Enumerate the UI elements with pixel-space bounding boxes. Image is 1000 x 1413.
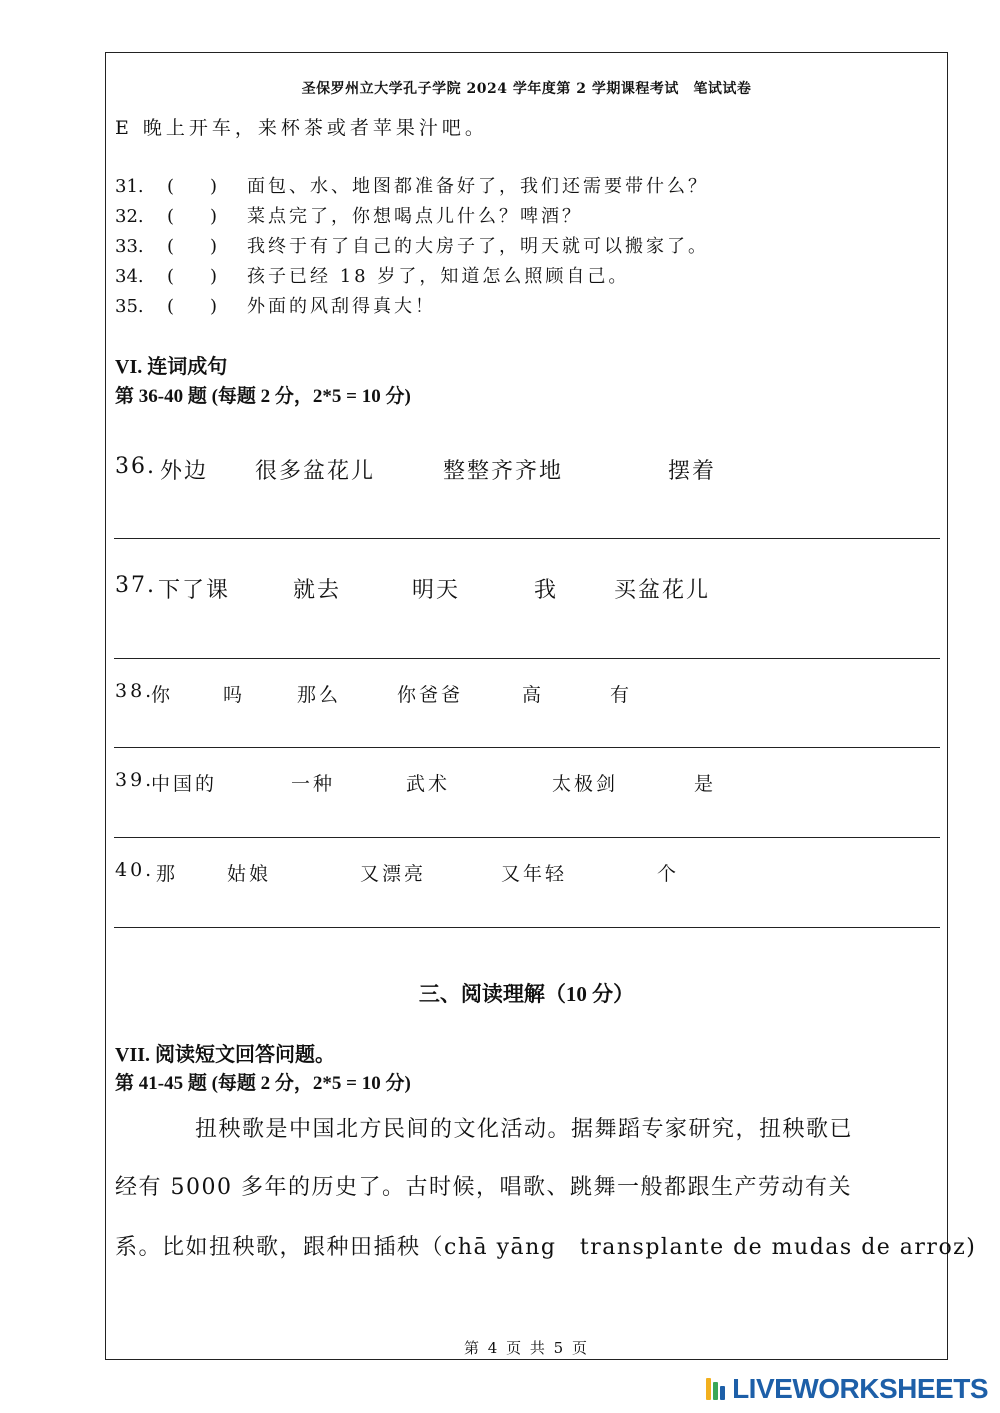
word-chip[interactable]: 太极剑 xyxy=(552,773,619,795)
sentence-number: 38. xyxy=(115,680,155,702)
answer-line-39[interactable] xyxy=(114,837,940,838)
word-chip[interactable]: 高 xyxy=(522,684,545,706)
word-chip[interactable]: 是 xyxy=(694,773,717,795)
liveworksheets-logo-text: LIVEWORKSHEETS xyxy=(732,1373,988,1404)
part-3-title: 三、阅读理解（10 分） xyxy=(418,982,635,1006)
question-number: 34. xyxy=(115,266,144,287)
sentence-39 xyxy=(115,769,935,797)
word-chip[interactable]: 我 xyxy=(534,578,559,603)
word-chip[interactable]: 摆着 xyxy=(668,459,717,484)
page-footer: 第 4 页 共 5 页 xyxy=(464,1339,589,1357)
word-chip[interactable]: 武术 xyxy=(406,773,451,795)
word-chip[interactable]: 买盆花儿 xyxy=(614,578,711,603)
word-chip[interactable]: 姑娘 xyxy=(227,863,272,885)
question-number: 31. xyxy=(115,176,144,197)
sentence-number: 39. xyxy=(115,769,155,791)
option-e: E 晚上开车，来杯茶或者苹果汁吧。 xyxy=(115,117,488,139)
answer-blank[interactable]: ( ) xyxy=(167,206,218,227)
word-chip[interactable]: 就去 xyxy=(293,578,342,603)
word-chip[interactable]: 明天 xyxy=(412,578,461,603)
word-chip[interactable]: 一种 xyxy=(291,773,336,795)
exam-header: 圣保罗州立大学孔子学院 2024 学年度第 2 学期课程考试 笔试试卷 xyxy=(301,81,752,97)
word-chip[interactable]: 吗 xyxy=(223,684,246,706)
word-chip[interactable]: 你爸爸 xyxy=(397,684,464,706)
question-34 xyxy=(115,262,629,288)
word-chip[interactable]: 外边 xyxy=(160,459,209,484)
answer-line-37[interactable] xyxy=(114,658,940,659)
answer-blank[interactable]: ( ) xyxy=(167,296,218,317)
question-text: 面包、水、地图都准备好了，我们还需要带什么？ xyxy=(247,176,709,197)
question-text: 菜点完了，你想喝点儿什么？啤酒？ xyxy=(247,206,583,227)
sentence-number: 40. xyxy=(115,859,155,881)
word-chip[interactable]: 整整齐齐地 xyxy=(443,459,564,484)
question-text: 外面的风刮得真大！ xyxy=(247,296,436,317)
passage-line-2: 经有 5000 多年的历史了。古时候，唱歌、跳舞一般都跟生产劳动有关 xyxy=(115,1175,852,1200)
passage-line-1: 扭秧歌是中国北方民间的文化活动。据舞蹈专家研究，扭秧歌已 xyxy=(195,1117,854,1142)
question-text: 我终于有了自己的大房子了，明天就可以搬家了。 xyxy=(247,236,709,257)
sentence-38 xyxy=(115,680,935,708)
section-7-title: VII. 阅读短文回答问题。 xyxy=(115,1044,336,1066)
word-chip[interactable]: 有 xyxy=(610,684,633,706)
answer-line-36[interactable] xyxy=(114,538,940,539)
question-35 xyxy=(115,292,436,318)
question-number: 33. xyxy=(115,236,144,257)
word-chip[interactable]: 很多盆花儿 xyxy=(255,459,376,484)
liveworksheets-logo-icon xyxy=(706,1376,728,1402)
section-6-subtitle: 第 36-40 题 (每题 2 分，2*5 = 10 分) xyxy=(115,386,411,407)
word-chip[interactable]: 个 xyxy=(657,863,680,885)
section-6-title: VI. 连词成句 xyxy=(115,356,228,378)
sentence-37 xyxy=(115,573,935,603)
word-chip[interactable]: 中国的 xyxy=(151,773,218,795)
question-33 xyxy=(115,232,709,258)
answer-line-38[interactable] xyxy=(114,747,940,748)
answer-blank[interactable]: ( ) xyxy=(167,266,218,287)
answer-blank[interactable]: ( ) xyxy=(167,236,218,257)
answer-line-40[interactable] xyxy=(114,927,940,928)
sentence-number: 36. xyxy=(115,454,156,479)
passage-line-3: 系。比如扭秧歌，跟种田插秧（chā yāng transplante de mudas de arroz) xyxy=(115,1235,977,1260)
question-text: 孩子已经 18 岁了，知道怎么照顾自己。 xyxy=(247,266,630,287)
question-31 xyxy=(115,172,709,198)
question-number: 32. xyxy=(115,206,144,227)
word-chip[interactable]: 那么 xyxy=(297,684,342,706)
question-32 xyxy=(115,202,583,228)
sentence-40 xyxy=(115,859,935,887)
word-chip[interactable]: 又漂亮 xyxy=(360,863,427,885)
sentence-36 xyxy=(115,454,935,484)
word-chip[interactable]: 你 xyxy=(151,684,174,706)
word-chip[interactable]: 又年轻 xyxy=(501,863,568,885)
word-chip[interactable]: 下了课 xyxy=(158,578,231,603)
sentence-number: 37. xyxy=(115,573,156,598)
word-chip[interactable]: 那 xyxy=(156,863,179,885)
question-number: 35. xyxy=(115,296,144,317)
liveworksheets-logo xyxy=(706,1374,988,1404)
section-7-subtitle: 第 41-45 题 (每题 2 分，2*5 = 10 分) xyxy=(115,1073,411,1094)
answer-blank[interactable]: ( ) xyxy=(167,176,218,197)
